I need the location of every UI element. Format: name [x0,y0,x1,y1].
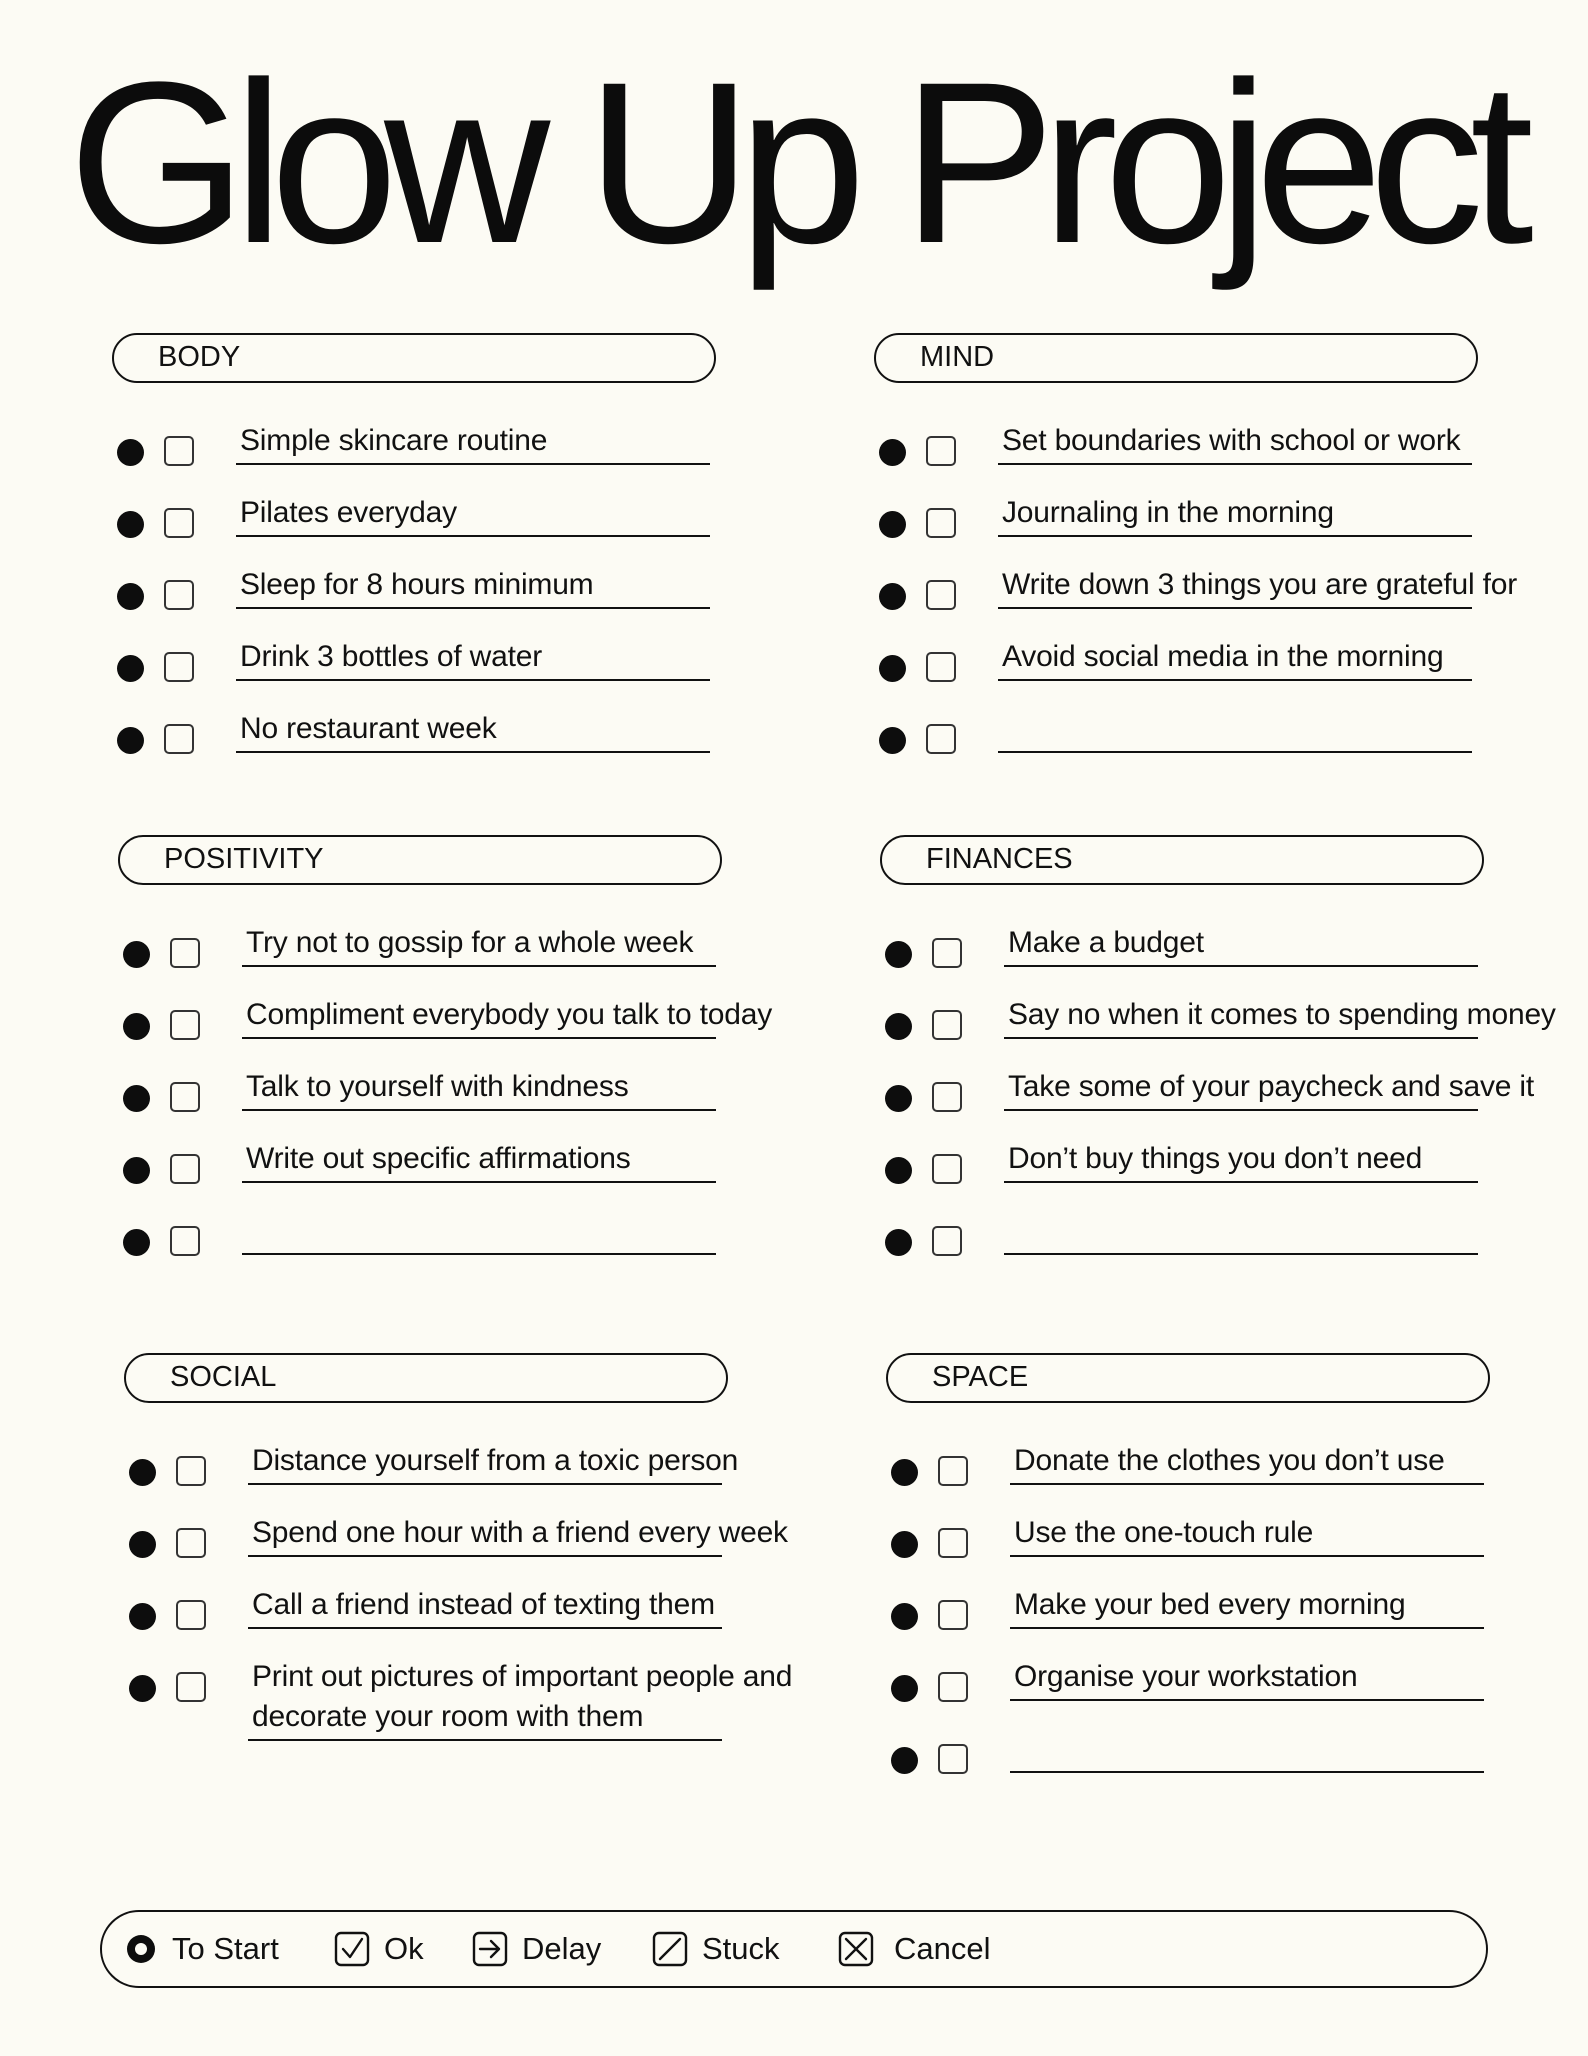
list-item [886,1511,1526,1583]
bullet-dot-icon [885,1157,912,1184]
underline[interactable] [998,751,1472,753]
item-text: Write out specific affirmations [246,1142,631,1175]
legend-cancel [838,1912,991,1985]
checkbox[interactable] [164,652,194,682]
legend-label: To Start [172,1930,279,1966]
section-header: SOCIAL [124,1353,728,1403]
bullet-dot-icon [885,941,912,968]
item-text: Spend one hour with a friend every week [252,1516,788,1549]
underline [248,1739,722,1741]
checkbox[interactable] [938,1528,968,1558]
item-text: Donate the clothes you don’t use [1014,1444,1445,1477]
item-text: Sleep for 8 hours minimum [240,568,594,601]
bullet-dot-icon [879,583,906,610]
checkbox[interactable] [926,580,956,610]
checkbox[interactable] [926,724,956,754]
bullet-dot-icon [129,1459,156,1486]
item-text: Distance yourself from a toxic person [252,1444,739,1477]
list-item [124,1655,793,1759]
bullet-dot-icon [129,1531,156,1558]
checkbox[interactable] [170,1010,200,1040]
bullet-dot-icon [891,1603,918,1630]
item-text: Use the one-touch rule [1014,1516,1314,1549]
legend-label: Cancel [894,1930,991,1966]
underline [236,751,710,753]
section-finances [880,835,1556,1281]
section-mind [874,333,1518,779]
underline [248,1555,722,1557]
filled-circle-icon [124,1932,158,1966]
item-text: Avoid social media in the morning [1002,640,1444,673]
underline [242,1109,716,1111]
list-item [112,419,752,491]
bullet-dot-icon [879,655,906,682]
checkbox[interactable] [932,1010,962,1040]
bullet-dot-icon [123,941,150,968]
underline [998,535,1472,537]
bullet-dot-icon [879,439,906,466]
list-item [118,1065,758,1137]
underline[interactable] [1010,1771,1484,1773]
checkbox[interactable] [170,1226,200,1256]
bullet-dot-icon [123,1085,150,1112]
list-item [118,1137,758,1209]
item-text: Say no when it comes to spending money [1008,998,1556,1031]
checkbox[interactable] [164,724,194,754]
item-text: Try not to gossip for a whole week [246,926,694,959]
underline [236,463,710,465]
checkbox[interactable] [176,1456,206,1486]
underline [242,965,716,967]
list-item [886,1439,1526,1511]
underline [236,679,710,681]
list-item [112,635,752,707]
item-text: No restaurant week [240,712,497,745]
item-text: Set boundaries with school or work [1002,424,1461,457]
checkbox[interactable] [164,436,194,466]
list-item [118,921,758,993]
bullet-dot-icon [885,1013,912,1040]
section-space [886,1353,1526,1799]
list-item [874,563,1518,635]
arrow-box-icon [472,1931,508,1967]
checkbox[interactable] [170,938,200,968]
bullet-dot-icon [123,1157,150,1184]
status-legend [100,1910,1488,1988]
bullet-dot-icon [891,1459,918,1486]
checkbox[interactable] [176,1528,206,1558]
underline [1004,965,1478,967]
underline [248,1627,722,1629]
bullet-dot-icon [879,511,906,538]
checkbox[interactable] [926,436,956,466]
checkbox[interactable] [932,938,962,968]
bullet-dot-icon [879,727,906,754]
underline [1004,1109,1478,1111]
checkbox[interactable] [938,1672,968,1702]
underline [1010,1699,1484,1701]
bullet-dot-icon [123,1229,150,1256]
item-text: Organise your workstation [1014,1660,1358,1693]
list-item [880,921,1520,993]
bullet-dot-icon [129,1603,156,1630]
underline [1004,1181,1478,1183]
list-item [874,419,1514,491]
checkbox[interactable] [932,1226,962,1256]
bullet-dot-icon [129,1675,156,1702]
section-header: MIND [874,333,1478,383]
item-text: Write down 3 things you are grateful for [1002,568,1518,601]
item-text: Compliment everybody you talk to today [246,998,772,1031]
checkbox[interactable] [170,1082,200,1112]
underline [242,1181,716,1183]
list-item [886,1655,1526,1727]
checkbox[interactable] [938,1600,968,1630]
underline [1010,1627,1484,1629]
legend-label: Delay [522,1930,602,1966]
item-text: Make your bed every morning [1014,1588,1406,1621]
legend-stuck [652,1912,780,1985]
bullet-dot-icon [885,1085,912,1112]
list-item [118,1209,758,1281]
legend-label: Ok [384,1930,424,1966]
x-box-icon [838,1931,874,1967]
list-item [874,635,1514,707]
legend-ok [334,1912,424,1985]
list-item [112,563,752,635]
checkbox[interactable] [932,1082,962,1112]
list-item [886,1727,1526,1799]
section-header: POSITIVITY [118,835,722,885]
underline[interactable] [242,1253,716,1255]
checkbox[interactable] [938,1456,968,1486]
underline [1004,1037,1478,1039]
underline [998,679,1472,681]
checkbox[interactable] [926,652,956,682]
slash-box-icon [652,1931,688,1967]
item-text: Journaling in the morning [1002,496,1334,529]
section-header: SPACE [886,1353,1490,1403]
item-text: Print out pictures of important people and decorate your room with them [252,1660,793,1733]
item-text: Make a budget [1008,926,1204,959]
section-body [112,333,752,779]
item-text: Take some of your paycheck and save it [1008,1070,1535,1103]
bullet-dot-icon [123,1013,150,1040]
underline [242,1037,716,1039]
list-item [124,1439,764,1511]
underline [998,463,1472,465]
checkbox[interactable] [176,1672,206,1702]
legend-label: Stuck [702,1930,780,1966]
page-title: Glow Up Project [68,34,1520,291]
item-text: Simple skincare routine [240,424,548,457]
bullet-dot-icon [891,1747,918,1774]
bullet-dot-icon [117,583,144,610]
underline[interactable] [1004,1253,1478,1255]
bullet-dot-icon [891,1531,918,1558]
list-item [124,1583,764,1655]
bullet-dot-icon [117,439,144,466]
list-item [124,1511,788,1583]
list-item [874,491,1514,563]
underline [1010,1483,1484,1485]
list-item [886,1583,1526,1655]
underline [1010,1555,1484,1557]
item-text: Call a friend instead of texting them [252,1588,715,1621]
section-header: BODY [112,333,716,383]
list-item [874,707,1514,779]
item-text: Pilates everyday [240,496,457,529]
underline [236,607,710,609]
bullet-dot-icon [117,727,144,754]
list-item [112,491,752,563]
check-box-icon [334,1931,370,1967]
checkbox[interactable] [176,1600,206,1630]
checkbox[interactable] [938,1744,968,1774]
underline [236,535,710,537]
list-item [112,707,752,779]
bullet-dot-icon [891,1675,918,1702]
bullet-dot-icon [885,1229,912,1256]
item-text: Don’t buy things you don’t need [1008,1142,1423,1175]
section-header: FINANCES [880,835,1484,885]
list-item [880,1209,1520,1281]
item-text: Talk to yourself with kindness [246,1070,629,1103]
underline [998,607,1472,609]
list-item [118,993,772,1065]
checkbox[interactable] [932,1154,962,1184]
item-text: Drink 3 bottles of water [240,640,542,673]
list-item [880,1065,1535,1137]
section-positivity [118,835,772,1281]
checkbox[interactable] [170,1154,200,1184]
underline [248,1483,722,1485]
checkbox[interactable] [164,580,194,610]
bullet-dot-icon [117,655,144,682]
section-social [124,1353,793,1759]
list-item [880,1137,1520,1209]
legend-to-start [124,1912,279,1985]
bullet-dot-icon [117,511,144,538]
checkbox[interactable] [164,508,194,538]
list-item [880,993,1556,1065]
legend-delay [472,1912,601,1985]
checkbox[interactable] [926,508,956,538]
